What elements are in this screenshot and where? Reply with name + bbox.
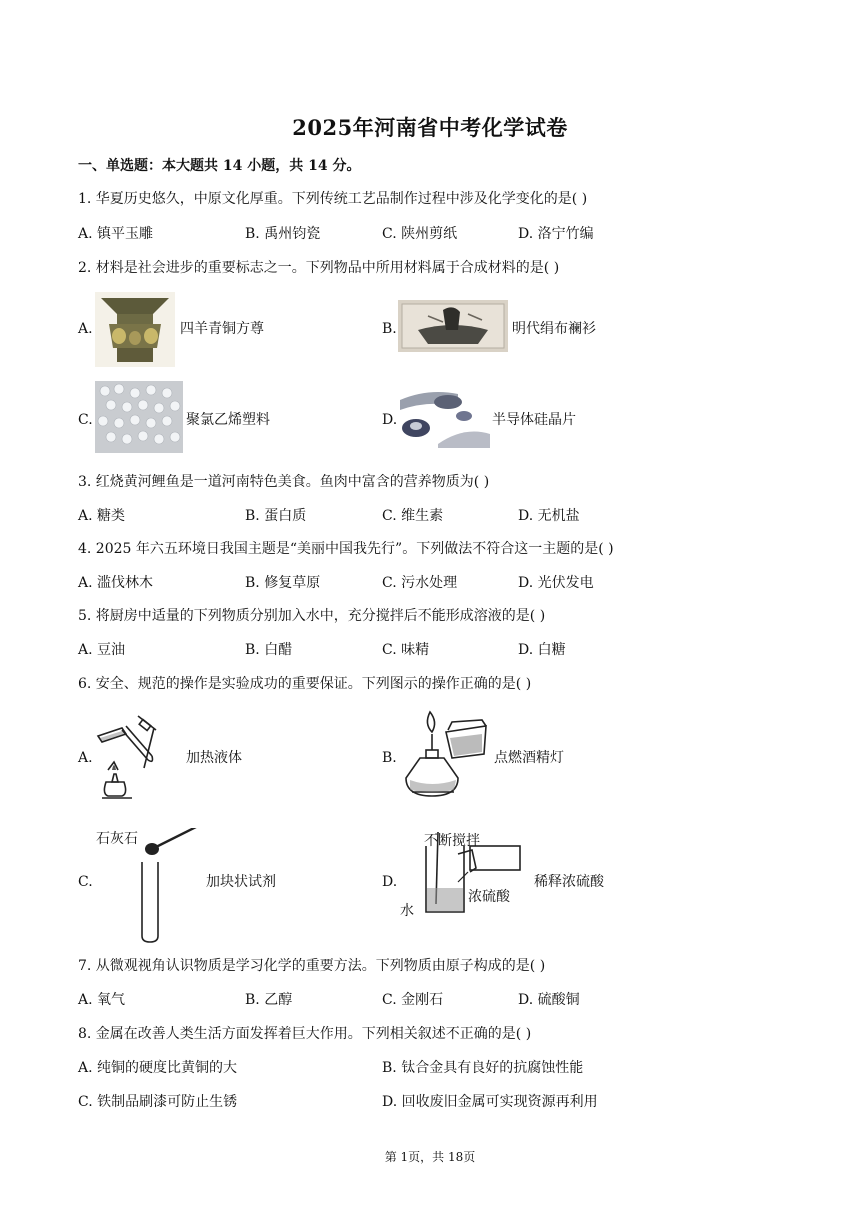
q6-option-b-label: B. — [382, 750, 397, 766]
q4-option-c: C. 污水处理 — [382, 575, 458, 591]
pvc-pellets-photo — [95, 381, 183, 453]
q8-option-a: A. 纯铜的硬度比黄铜的大 — [78, 1060, 238, 1076]
question-7-stem: 7. 从微观视角认识物质是学习化学的重要方法。下列物质由原子构成的是( ) — [78, 958, 546, 974]
limestone-label: 石灰石 — [96, 831, 138, 847]
question-8-stem: 8. 金属在改善人类生活方面发挥着巨大作用。下列相关叙述不正确的是( ) — [78, 1026, 532, 1042]
q6-option-b-caption: 点燃酒精灯 — [494, 750, 564, 766]
lighting-alcohol-lamp-diagram — [398, 708, 494, 802]
q5-option-d: D. 白糖 — [518, 642, 566, 658]
bronze-vessel-photo — [95, 292, 175, 367]
q6-option-a-label: A. — [78, 750, 93, 766]
q7-option-b: B. 乙醇 — [245, 992, 293, 1008]
q6-option-c-label: C. — [78, 874, 93, 890]
q3-option-a: A. 糖类 — [78, 508, 126, 524]
q8-option-d: D. 回收废旧金属可实现资源再利用 — [382, 1094, 598, 1110]
question-6-stem: 6. 安全、规范的操作是实验成功的重要保证。下列图示的操作正确的是( ) — [78, 676, 532, 692]
question-2-stem: 2. 材料是社会进步的重要标志之一。下列物品中所用材料属于合成材料的是( ) — [78, 260, 560, 276]
q3-option-c: C. 维生素 — [382, 508, 444, 524]
q7-option-c: C. 金刚石 — [382, 992, 444, 1008]
q2-option-a-caption: 四羊青铜方尊 — [180, 321, 264, 337]
silk-robe-photo — [398, 300, 508, 352]
q5-option-c: C. 味精 — [382, 642, 430, 658]
q2-option-d-caption: 半导体硅晶片 — [492, 412, 576, 428]
q2-option-c-label: C. — [78, 412, 93, 428]
page-title: 2025年河南省中考化学试卷 — [292, 115, 568, 140]
heating-liquid-diagram — [92, 712, 164, 800]
page-footer: 第 1页，共 18页 — [384, 1150, 476, 1164]
q6-option-a-caption: 加热液体 — [186, 750, 242, 766]
q2-option-b-label: B. — [382, 321, 397, 337]
q6-option-c-caption: 加块状试剂 — [206, 874, 276, 890]
q2-option-c-caption: 聚氯乙烯塑料 — [186, 412, 270, 428]
q7-option-a: A. 氧气 — [78, 992, 126, 1008]
question-5-stem: 5. 将厨房中适量的下列物质分别加入水中，充分搅拌后不能形成溶液的是( ) — [78, 608, 546, 624]
q8-option-b: B. 钛合金具有良好的抗腐蚀性能 — [382, 1060, 584, 1076]
q5-option-b: B. 白醋 — [245, 642, 293, 658]
q1-option-b: B. 禹州钧瓷 — [245, 226, 321, 242]
q1-option-c: C. 陕州剪纸 — [382, 226, 458, 242]
q3-option-d: D. 无机盐 — [518, 508, 580, 524]
q6-option-d-caption: 稀释浓硫酸 — [534, 874, 604, 890]
question-4-stem: 4. 2025 年六五环境日我国主题是“美丽中国我先行”。下列做法不符合这一主题的是( ) — [78, 541, 614, 557]
section-heading: 一、单选题：本大题共 14 小题，共 14 分。 — [78, 158, 361, 174]
q2-option-a-label: A. — [78, 321, 93, 337]
q4-option-b: B. 修复草原 — [245, 575, 321, 591]
q2-option-d-label: D. — [382, 412, 398, 428]
adding-solid-diagram — [96, 828, 216, 946]
q6-option-d-label: D. — [382, 874, 398, 890]
question-1-stem: 1. 华夏历史悠久，中原文化厚重。下列传统工艺品制作过程中涉及化学变化的是( ) — [78, 191, 588, 207]
conc-acid-label: 浓硫酸 — [468, 889, 510, 905]
q5-option-a: A. 豆油 — [78, 642, 126, 658]
water-label: 水 — [400, 903, 414, 919]
q3-option-b: B. 蛋白质 — [245, 508, 307, 524]
diluting-acid-diagram — [398, 830, 522, 920]
question-3-stem: 3. 红烧黄河鲤鱼是一道河南特色美食。鱼肉中富含的营养物质为( ) — [78, 474, 490, 490]
q1-option-a: A. 镇平玉雕 — [78, 226, 154, 242]
silicon-wafer-photo — [398, 386, 490, 448]
q4-option-d: D. 光伏发电 — [518, 575, 594, 591]
q2-option-b-caption: 明代绢布襕衫 — [512, 321, 596, 337]
q4-option-a: A. 滥伐林木 — [78, 575, 154, 591]
q8-option-c: C. 铁制品刷漆可防止生锈 — [78, 1094, 238, 1110]
q1-option-d: D. 洛宁竹编 — [518, 226, 594, 242]
q7-option-d: D. 硫酸铜 — [518, 992, 580, 1008]
stir-label: 不断搅拌 — [424, 833, 480, 849]
